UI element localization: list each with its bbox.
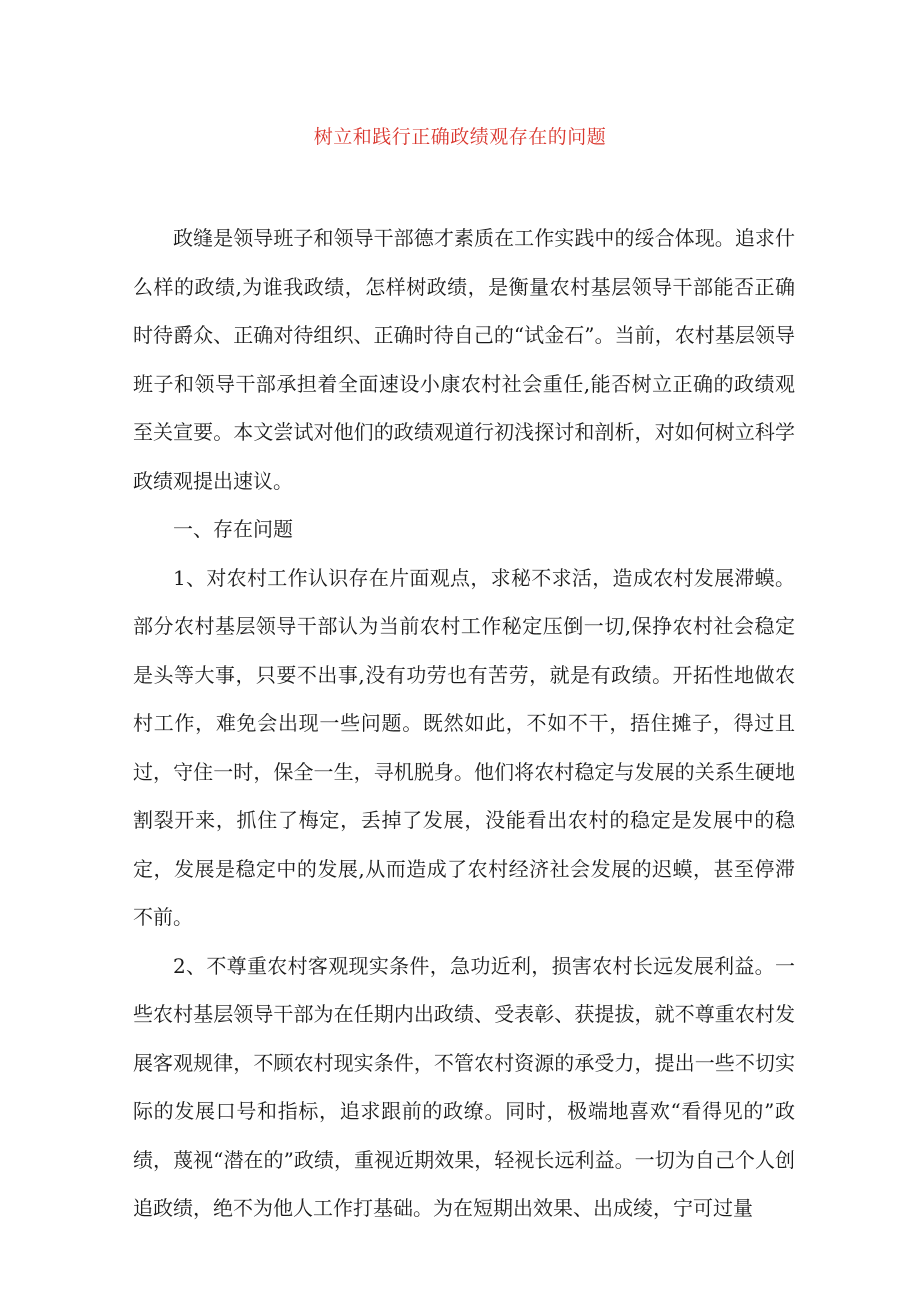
- problem-paragraph-2: 2、不尊重农村客观现实条件，急功近利，损害农村长远发展利益。一些农村基层领导干部为在任期内出政绩、受表彰、获提拔，就不尊重农村发展客观规律，不顾农村现实条件，不管农村资源的承受力，提出一些不切实际的发展口号和指标，追求跟前的政缭。同时，极端地喜欢“看得见的”政绩，蔑视“潜在的”政绩，重视近期效果，轻视长远利益。一切为自己个人创追政绩，绝不为他人工作打基础。为在短期出效果、出成绫，宁可过量: [133, 953, 795, 1220]
- section-heading: 一、存在问题: [173, 517, 293, 541]
- document-title: 树立和践行正确政绩观存在的问题: [313, 126, 607, 148]
- intro-paragraph: 政缝是领导班子和领导干部德才素质在工作实践中的绥合体现。追求什么样的政绩,为谁我政绩，怎样树政绩，是衡量农村基层领导干部能否正确时待爵众、正确对待组织、正确时待自己的“试金石”。当前，农村基层领导班子和领导干部承担着全面速设小康农村社会重任,能否树立正确的政绩观至关宣要。本文尝试对他们的政绩观道行初浅探讨和剖析，对如何树立科学政绩观提出速议。: [133, 226, 795, 493]
- document-body: [133, 214, 795, 1233]
- problem-paragraph-1: 1、对农村工作认识存在片面观点，求秘不求活，造成农村发展滞蟆。部分农村基层领导干部认为当前农村工作秘定压倒一切,保挣农村社会稳定是头等大事，只要不出事,没有功劳也有苦劳，就是有政绩。开拓性地做农村工作，难免会出现一些问题。既然如此，不如不干，捂住摊子，得过且过，守住一时，保全一生，寻机脱身。他们将农村稳定与发展的关系生硬地割裂开来，抓住了梅定，丢掉了发展，没能看出农村的稳定是发展中的稳定，发展是稳定中的发展,从而造成了农村经济社会发展的迟蟆，甚至停滞不前。: [133, 565, 795, 929]
